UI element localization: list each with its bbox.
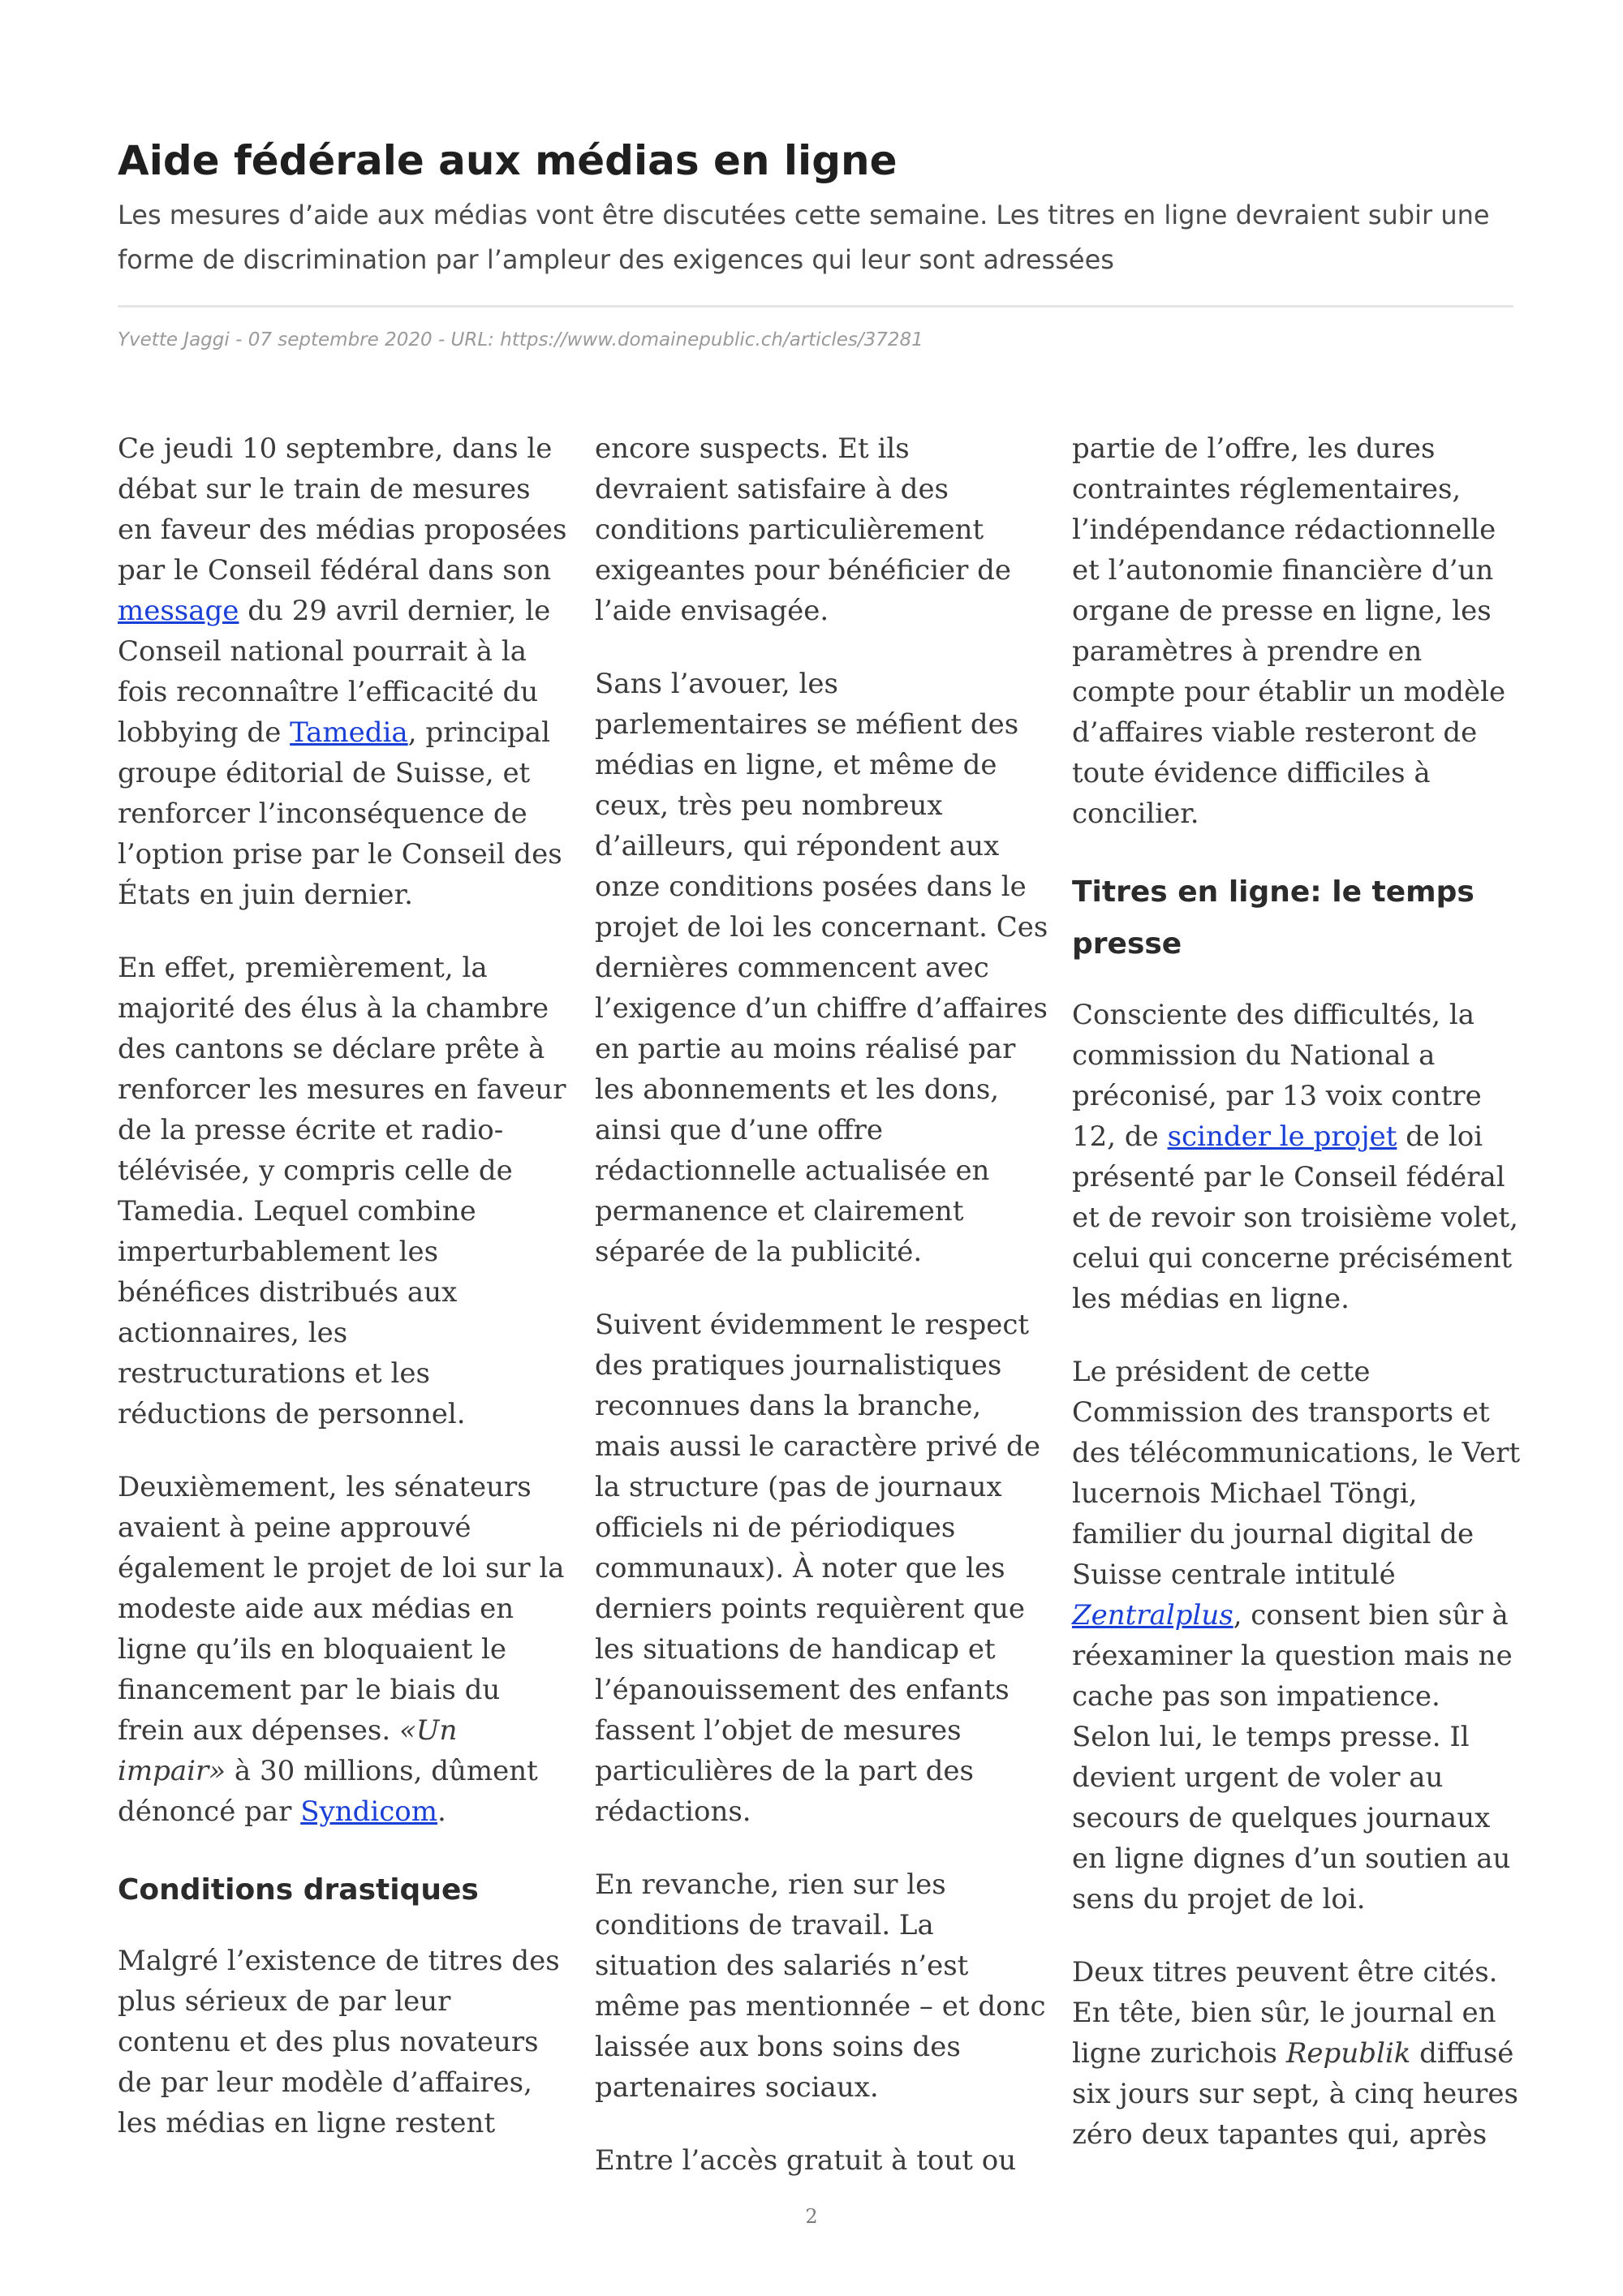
paragraph: Le président de cette Commission des transports et des télécommunications, le Vert lucernois Michael Töngi, familier du journal digital de Suisse centrale intitulé Zentralplus, consent bien sûr à réexaminer la question mais ne cache pas son impatience. Selon lui, le temps presse. Il devient urgent de voler au secours de quelques journaux en ligne dignes d’un soutien au sens du projet de loi. xyxy=(1072,1356,1521,1915)
section-heading: Titres en ligne: le temps presse xyxy=(1072,875,1474,961)
paragraph: Deux titres peuvent être cités. En tête, bien sûr, le journal en ligne zurichois Republik diffusé six jours sur sept, à cinq heures zéro deux tapantes qui, après xyxy=(1072,1956,1518,2151)
article xyxy=(118,136,1521,2177)
paragraph: Entre l’accès gratuit à tout ou xyxy=(595,2144,1017,2177)
header-divider xyxy=(118,305,1513,307)
paragraph: Suivent évidemment le respect des pratiques journalistiques reconnues dans la branche, mais aussi le caractère privé de la structure (pas de journaux officiels ni de périodiques communaux). À noter que les derniers points requièrent que les situations de handicap et l’épanouissement des enfants fassent l’objet de mesures particulières de la part des rédactions. xyxy=(595,1309,1040,1828)
paragraph: Malgré l’existence de titres des plus sérieux de par leur contenu et des plus novateurs de par leur modèle d’affaires, les médias en ligne restent xyxy=(118,1945,560,2139)
column-3 xyxy=(1072,428,1526,2187)
zentralplus-link[interactable]: Zentralplus xyxy=(1072,1599,1233,1632)
paragraph: Consciente des difficultés, la commission du National a préconisé, par 13 voix contre 12, de scinder le projet de loi présenté par le Conseil fédéral et de revoir son troisième volet, celui qui concerne précisément les médias en ligne. xyxy=(1072,999,1518,1315)
paragraph: encore suspects. Et ils devraient satisfaire à des conditions particulièrement exigeantes pour bénéficier de l’aide envisagée. xyxy=(595,432,1012,627)
paragraph: Sans l’avouer, les parlementaires se méfient des médias en ligne, et même de ceux, très peu nombreux d’ailleurs, qui répondent aux onze conditions posées dans le projet de loi les concernant. Ces dernières commencent avec l’exigence d’un chiffre d’affaires en partie au moins réalisé par les abonnements et les dons, ainsi que d’une offre rédactionnelle actualisée en permanence et clairement séparée de la publicité. xyxy=(595,668,1048,1268)
article-meta: Yvette Jaggi - 07 septembre 2020 - URL: https://www.domainepublic.ch/articles/37281 xyxy=(118,329,923,350)
article-subtitle: Les mesures d’aide aux médias vont être discutées cette semaine. Les titres en ligne devraient subir une forme de discrimination par l’ampleur des exigences qui leur sont adressées xyxy=(118,200,1490,275)
tamedia-link[interactable]: Tamedia xyxy=(290,716,408,749)
paragraph: Ce jeudi 10 septembre, dans le débat sur le train de mesures en faveur des médias proposées par le Conseil fédéral dans son message du 29 avril dernier, le Conseil national pourrait à la fois reconnaître l’efficacité du lobbying de Tamedia, principal groupe éditorial de Suisse, et renforcer l’inconséquence de l’option prise par le Conseil des États en juin dernier. xyxy=(118,432,567,911)
syndicom-link[interactable]: Syndicom xyxy=(300,1795,438,1828)
paragraph: Deuxièmement, les sénateurs avaient à peine approuvé également le projet de loi sur la modeste aide aux médias en ligne qu’ils en bloquaient le financement par le biais du frein aux dépenses. «Un impair» à 30 millions, dûment dénoncé par Syndicom. xyxy=(118,1471,565,1828)
paragraph: En revanche, rien sur les conditions de travail. La situation des salariés n’est même pas mentionnée – et donc laissée aux bons soins des partenaires sociaux. xyxy=(595,1868,1046,2104)
article-title: Aide fédérale aux médias en ligne xyxy=(118,137,898,184)
section-heading: Conditions drastiques xyxy=(118,1873,479,1907)
column-2 xyxy=(595,428,1049,2213)
scinder-projet-link[interactable]: scinder le projet xyxy=(1167,1120,1397,1153)
message-link[interactable]: message xyxy=(118,595,239,627)
paragraph: partie de l’offre, les dures contraintes réglementaires, l’indépendance rédactionnelle et l’autonomie financière d’un organe de presse en ligne, les paramètres à prendre en compte pour établir un modèle d’affaires viable resteront de toute évidence difficiles à concilier. xyxy=(1072,432,1506,830)
page-number: 2 xyxy=(805,2205,818,2228)
column-1 xyxy=(118,428,572,2176)
paragraph: En effet, premièrement, la majorité des élus à la chambre des cantons se déclare prête à renforcer les mesures en faveur de la presse écrite et radio-télévisée, y compris celle de Tamedia. Lequel combine imperturbablement les bénéfices distribués aux actionnaires, les restructurations et les réductions de personnel. xyxy=(118,952,566,1430)
